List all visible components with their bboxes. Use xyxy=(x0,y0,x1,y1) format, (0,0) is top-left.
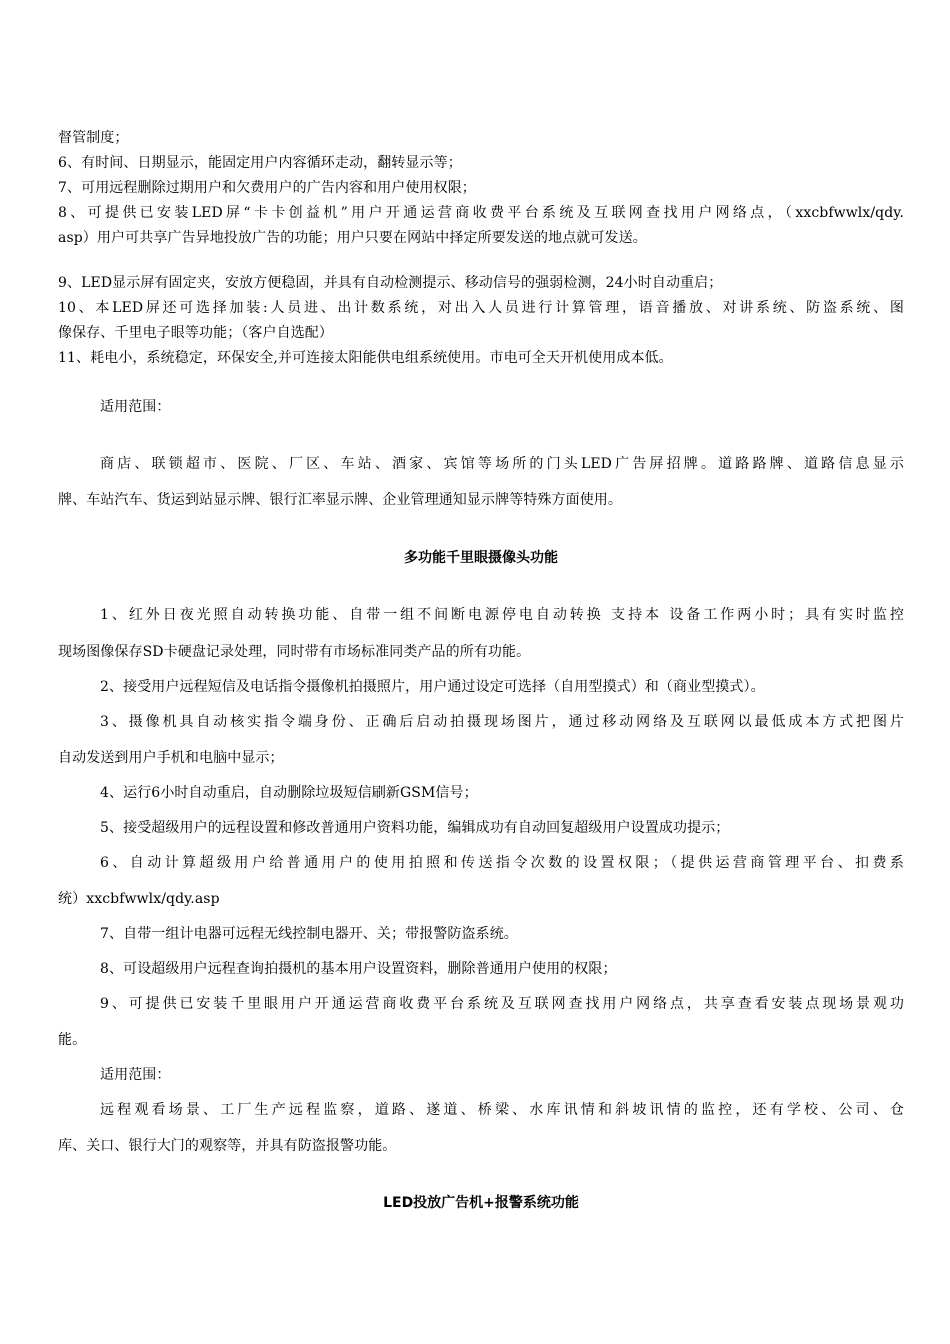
paragraph-line: 5、接受超级用户的远程设置和修改普通用户资料功能，编辑成功有自动回复超级用户设置成功提示； xyxy=(100,820,730,836)
paragraph-line: 7、可用远程删除过期用户和欠费用户的广告内容和用户使用权限； xyxy=(58,180,476,196)
paragraph-line: 3、摄像机具自动核实指令端身份、正确后启动拍摄现场图片，通过移动网络及互联网以最低成本方式把图片 xyxy=(100,714,904,730)
paragraph-line: 8、可提供已安装LED屏“卡卡创益机”用户开通运营商收费平台系统及互联网查找用户网络点，（xxcbfwwlx/qdy. xyxy=(58,205,904,221)
scope-label: 适用范围： xyxy=(100,1067,171,1083)
scope-label: 适用范围： xyxy=(100,399,171,415)
document-page xyxy=(58,0,904,1344)
paragraph-line: asp）用户可共享广告异地投放广告的功能；用户只要在网站中择定所要发送的地点就可发送。 xyxy=(58,230,647,246)
paragraph-line: 督管制度； xyxy=(58,130,129,146)
paragraph-line: 统）xxcbfwwlx/qdy.asp xyxy=(58,891,220,907)
paragraph-line: 4、运行6小时自动重启，自动删除垃圾短信刷新GSM信号； xyxy=(100,785,478,801)
scope-line: 远程观看场景、工厂生产远程监察，道路、遂道、桥梁、水库讯情和斜坡讯情的监控，还有学校、公司、仓 xyxy=(100,1102,904,1118)
paragraph-line: 8、可设超级用户远程查询拍摄机的基本用户设置资料，删除普通用户使用的权限； xyxy=(100,961,617,977)
paragraph-line: 像保存、千里电子眼等功能；（客户自选配） xyxy=(58,325,333,341)
paragraph-line: 9、可提供已安装千里眼用户开通运营商收费平台系统及互联网查找用户网络点，共享查看安装点现场景观功 xyxy=(100,996,904,1012)
scope-line: 库、关口、银行大门的观察等，并具有防盗报警功能。 xyxy=(58,1138,397,1154)
paragraph-line: 6、有时间、日期显示，能固定用户内容循环走动，翻转显示等； xyxy=(58,155,462,171)
scope-line: 商店、联锁超市、医院、厂区、车站、酒家、宾馆等场所的门头LED广告屏招牌。道路路牌、道路信息显示 xyxy=(100,456,904,472)
paragraph-line: 自动发送到用户手机和电脑中显示； xyxy=(58,750,284,766)
paragraph-line: 11、耗电小，系统稳定，环保安全,并可连接太阳能供电组系统使用。市电可全天开机使用成本低。 xyxy=(58,350,673,366)
paragraph-line: 6、自动计算超级用户给普通用户的使用拍照和传送指令次数的设置权限；（提供运营商管理平台、扣费系 xyxy=(100,855,904,871)
paragraph-line: 10、本LED屏还可选择加装:人员进、出计数系统，对出入人员进行计算管理，语音播放、对讲系统、防盗系统、图 xyxy=(58,300,904,316)
paragraph-line: 1、红外日夜光照自动转换功能、自带一组不间断电源停电自动转换 支持本 设备工作两小时；具有实时监控 xyxy=(100,607,904,623)
paragraph-line: 2、接受用户远程短信及电话指令摄像机拍摄照片，用户通过设定可选择（自用型摸式）和（商业型摸式）。 xyxy=(100,679,765,695)
paragraph-line: 能。 xyxy=(58,1032,87,1048)
paragraph-line: 7、自带一组计电器可远程无线控制电器开、关；带报警防盗系统。 xyxy=(100,926,518,942)
section-title: 多功能千里眼摄像头功能 xyxy=(404,550,558,566)
paragraph-line: 现场图像保存SD卡硬盘记录处理，同时带有市场标准同类产品的所有功能。 xyxy=(58,644,531,660)
paragraph-line: 9、LED显示屏有固定夹，安放方便稳固，并具有自动检测提示、移动信号的强弱检测，24小时自动重启； xyxy=(58,275,723,291)
scope-line: 牌、车站汽车、货运到站显示牌、银行汇率显示牌、企业管理通知显示牌等特殊方面使用。 xyxy=(58,492,622,508)
section-title: LED投放广告机+报警系统功能 xyxy=(383,1195,579,1211)
